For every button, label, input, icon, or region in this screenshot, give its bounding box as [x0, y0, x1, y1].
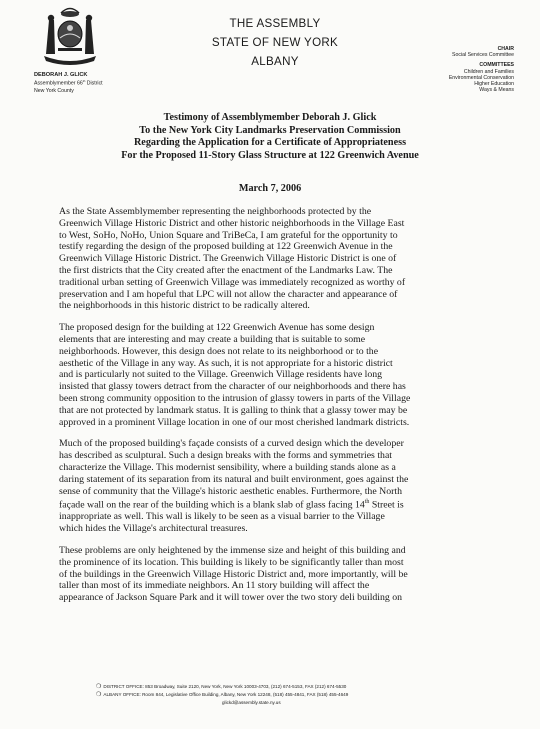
body-line: of the buildings in the Greenwich Village Historic District and, more importantly, will be	[59, 568, 408, 580]
body-line: Greenwich Village Historic District and other historic neighborhoods in the Village East	[59, 217, 405, 229]
body-paragraph	[59, 438, 497, 535]
member-county: New York County	[34, 87, 74, 94]
body-paragraph	[59, 322, 497, 428]
body-line: characterize the Village. This modernist sensibility, where a building stands alone as a	[59, 461, 396, 473]
testimony-title	[50, 112, 490, 162]
committee-item: Higher Education	[474, 81, 514, 88]
body-line: taller than most of its immediate neighbors. An 11 story building will affect the	[59, 580, 370, 592]
body-line: aesthetic of the Village in any way. As such, it is not appropriate for a historic district	[59, 357, 393, 369]
member-name: DEBORAH J. GLICK	[34, 72, 88, 78]
footer	[96, 683, 526, 706]
letterhead-line-2: STATE OF NEW YORK	[211, 36, 339, 49]
body-line: Much of the proposed building's façade consists of a curved design which the developer	[59, 438, 404, 450]
body-line: which hides the Village's architectural treasures.	[59, 523, 248, 535]
body-line: elements that are interesting and may create a building that is suitable to some	[59, 333, 366, 345]
bullet-icon: ❍	[96, 684, 102, 690]
title-line: For the Proposed 11-Story Glass Structure at 122 Greenwich Avenue	[121, 149, 419, 161]
member-title: Assemblymember 66th District	[34, 79, 103, 88]
letterhead	[180, 14, 370, 71]
body-line: appearance of Jackson Square Park and it will tower over the two story deli building on	[59, 592, 403, 604]
chair-committee: Social Services Committee	[452, 52, 514, 59]
member-info	[34, 72, 103, 94]
body-line: traditional urban setting of Greenwich Village was immediately recognized as worthy of	[59, 276, 406, 288]
district-office: DISTRICT OFFICE: 853 Broadway, Suite 2120, New York, New York 10003-4703, (212) 674-5153, FAX (212) 674-5530	[103, 684, 347, 689]
body-line: the neighborhoods in this historic district to be radically altered.	[59, 300, 310, 312]
new-york-state-seal-icon	[40, 4, 100, 66]
committee-item: Children and Families	[463, 68, 514, 75]
body-paragraph	[59, 545, 497, 604]
body-line: insisted that glassy towers detract from the character of our neighborhoods and there has	[59, 381, 406, 393]
chair-label: CHAIR	[497, 46, 514, 52]
title-line: Regarding the Application for a Certificate of Appropriateness	[133, 137, 407, 149]
body-line: approved in a prominent Village location in one of our most cherished landmark districts.	[59, 416, 410, 428]
body-line: to West, SoHo, NoHo, Union Square and TriBeCa, I am grateful for the opportunity to	[59, 229, 398, 241]
committee-item: Environmental Conservation	[448, 74, 514, 81]
body-line: daring statement of its separation from its natural and built environment, goes against the	[59, 473, 409, 485]
body-line: that are not protected by landmark status. It is galling to think that a glassy tower may be	[59, 404, 408, 416]
testimony-date: March 7, 2006	[238, 183, 302, 194]
body-line: neighborhoods. However, this design does not relate to its neighborhood or to the	[59, 345, 379, 357]
body-line: the first districts that the City created after the enactment of the Landmarks Law. The	[59, 264, 393, 276]
title-line: To the New York City Landmarks Preservation Commission	[139, 124, 401, 136]
body-line: sense of community that the Village's historic aesthetic enables. Furthermore, the North	[59, 485, 402, 497]
committee-block	[414, 46, 514, 93]
body-line: As the State Assemblymember representing the neighborhoods protected by the	[59, 206, 372, 217]
letterhead-line-3: ALBANY	[251, 55, 299, 68]
albany-office: ALBANY OFFICE: Room 844, Legislative Office Building, Albany, New York 12248, (518) 455-4841, FAX (518) 455-4649	[103, 692, 349, 697]
body-line: the prominence of its location. This building is likely to be significantly taller than most	[59, 556, 404, 568]
body-line: The proposed design for the building at 122 Greenwich Avenue has some design	[59, 322, 375, 334]
committee-item: Ways & Means	[479, 87, 514, 94]
body-line: been strong community opposition to the intrusion of glassy towers in parts of the Village	[59, 392, 411, 404]
letterhead-line-1: THE ASSEMBLY	[229, 17, 321, 30]
bullet-icon: ❍	[96, 692, 102, 698]
district-office-line	[96, 683, 526, 691]
body-line: has described as sculptural. Such a design breaks with the forms and symmetries that	[59, 450, 393, 462]
body-line: These problems are only heightened by the immense size and height of this building and	[59, 544, 406, 556]
body-line: Greenwich Village Historic District. The Greenwich Village Historic District is one of	[59, 253, 397, 265]
email-address[interactable]: glickd@assembly.state.ny.us	[222, 700, 281, 705]
body-line: façade wall on the rear of the building which is a blank slab of glass facing 14th Street is	[59, 499, 404, 511]
title-line: Testimony of Assemblymember Deborah J. Glick	[163, 112, 377, 123]
albany-office-line	[96, 691, 526, 699]
body-line: and is particularly not suited to the Village. Greenwich Village residents have long	[59, 369, 383, 381]
committees-label: COMMITTEES	[479, 62, 514, 69]
body-line: preservation and I am hopeful that LPC will not allow the character and appearance of	[59, 288, 398, 300]
body-line: inappropriate as well. This wall is likely to be seen as a visual barrier to the Village	[59, 511, 385, 523]
body-line: testify regarding the design of the proposed building at 122 Greenwich Avenue in the	[59, 241, 393, 253]
body-paragraph	[59, 206, 497, 312]
letter-body	[59, 206, 497, 614]
